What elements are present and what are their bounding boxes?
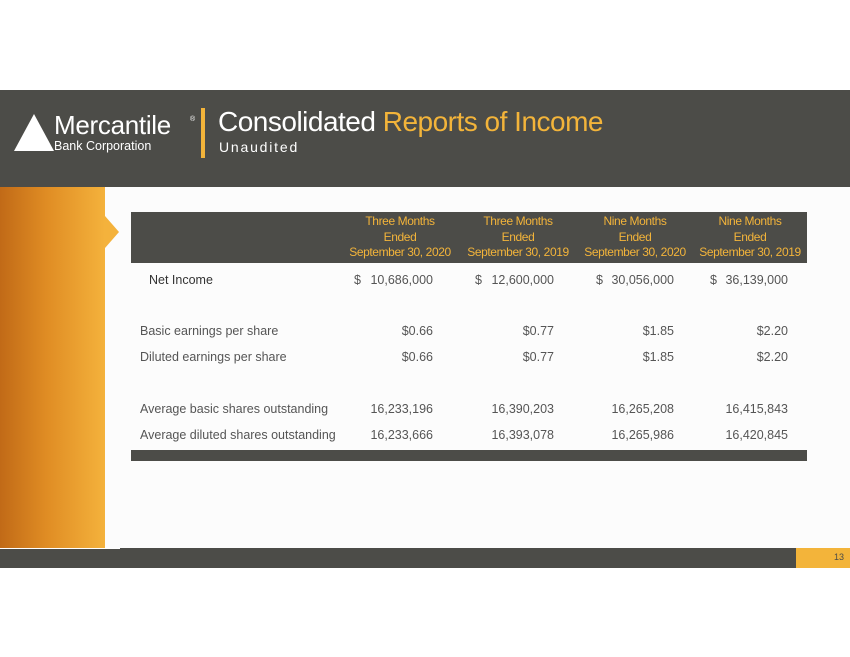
column-header — [458, 214, 578, 261]
column-header-line: Nine Months — [718, 214, 782, 228]
column-header-line: Ended — [618, 229, 652, 244]
table-cell: $0.66 — [401, 350, 433, 364]
footer-divider — [0, 548, 120, 549]
table-cell: 36,139,000 — [725, 273, 788, 287]
company-logo — [14, 110, 204, 156]
table-row-net-income — [0, 273, 850, 291]
table-cell: 16,233,196 — [370, 402, 433, 416]
triangle-logo-icon — [14, 114, 54, 151]
table-cell: 12,600,000 — [491, 273, 554, 287]
column-header-line: September 30, 2020 — [349, 245, 451, 259]
table-cell: 16,390,203 — [491, 402, 554, 416]
column-header — [575, 214, 695, 261]
row-label: Diluted earnings per share — [140, 350, 287, 364]
column-header-line: Ended — [383, 229, 417, 244]
column-header-line: Nine Months — [603, 214, 667, 228]
row-label: Average diluted shares outstanding — [140, 428, 336, 442]
table-row-avg-basic-shares — [0, 402, 850, 420]
currency-symbol: $ — [475, 273, 482, 287]
table-row-basic-eps — [0, 324, 850, 342]
page-title — [218, 106, 603, 138]
table-cell: $1.85 — [642, 324, 674, 338]
table-cell: $0.77 — [522, 350, 554, 364]
title-divider — [201, 108, 205, 158]
row-label: Net Income — [149, 273, 213, 287]
currency-symbol: $ — [710, 273, 717, 287]
table-cell: 10,686,000 — [370, 273, 433, 287]
table-row-diluted-eps — [0, 350, 850, 368]
table-cell: $2.20 — [756, 324, 788, 338]
table-cell: 30,056,000 — [611, 273, 674, 287]
currency-symbol: $ — [596, 273, 603, 287]
column-header-line: September 30, 2019 — [699, 245, 801, 259]
column-header-line: Three Months — [483, 214, 553, 228]
column-header-line: September 30, 2020 — [584, 245, 686, 259]
row-label: Average basic shares outstanding — [140, 402, 329, 416]
footer-bar — [0, 548, 796, 568]
side-arrow-icon — [105, 216, 119, 248]
column-header — [340, 214, 460, 261]
column-header-line: Ended — [501, 229, 535, 244]
table-cell: 16,393,078 — [491, 428, 554, 442]
column-header-line: Ended — [733, 229, 767, 244]
title-accent: Reports of Income — [382, 106, 604, 137]
table-cell: 16,233,666 — [370, 428, 433, 442]
logo-registered-mark: ® — [190, 116, 196, 123]
table-cell: $0.77 — [522, 324, 554, 338]
table-cell: 16,420,845 — [725, 428, 788, 442]
table-cell: $1.85 — [642, 350, 674, 364]
page-subtitle: Unaudited — [219, 139, 300, 155]
row-label: Basic earnings per share — [140, 324, 279, 338]
logo-name: Mercantile — [54, 110, 171, 140]
table-cell: 16,265,986 — [611, 428, 674, 442]
column-header — [690, 214, 810, 261]
table-footer-bar — [131, 450, 807, 461]
page-number: 13 — [833, 552, 844, 562]
table-cell: $2.20 — [756, 350, 788, 364]
table-row-avg-diluted-shares — [0, 428, 850, 446]
table-cell: 16,265,208 — [611, 402, 674, 416]
logo-subtitle: Bank Corporation — [54, 139, 152, 153]
currency-symbol: $ — [354, 273, 361, 287]
column-header-line: Three Months — [365, 214, 435, 228]
title-plain: Consolidated — [218, 106, 376, 137]
page-number-box — [796, 548, 850, 568]
table-cell: 16,415,843 — [725, 402, 788, 416]
column-header-line: September 30, 2019 — [467, 245, 569, 259]
table-cell: $0.66 — [401, 324, 433, 338]
table-header — [131, 212, 807, 263]
